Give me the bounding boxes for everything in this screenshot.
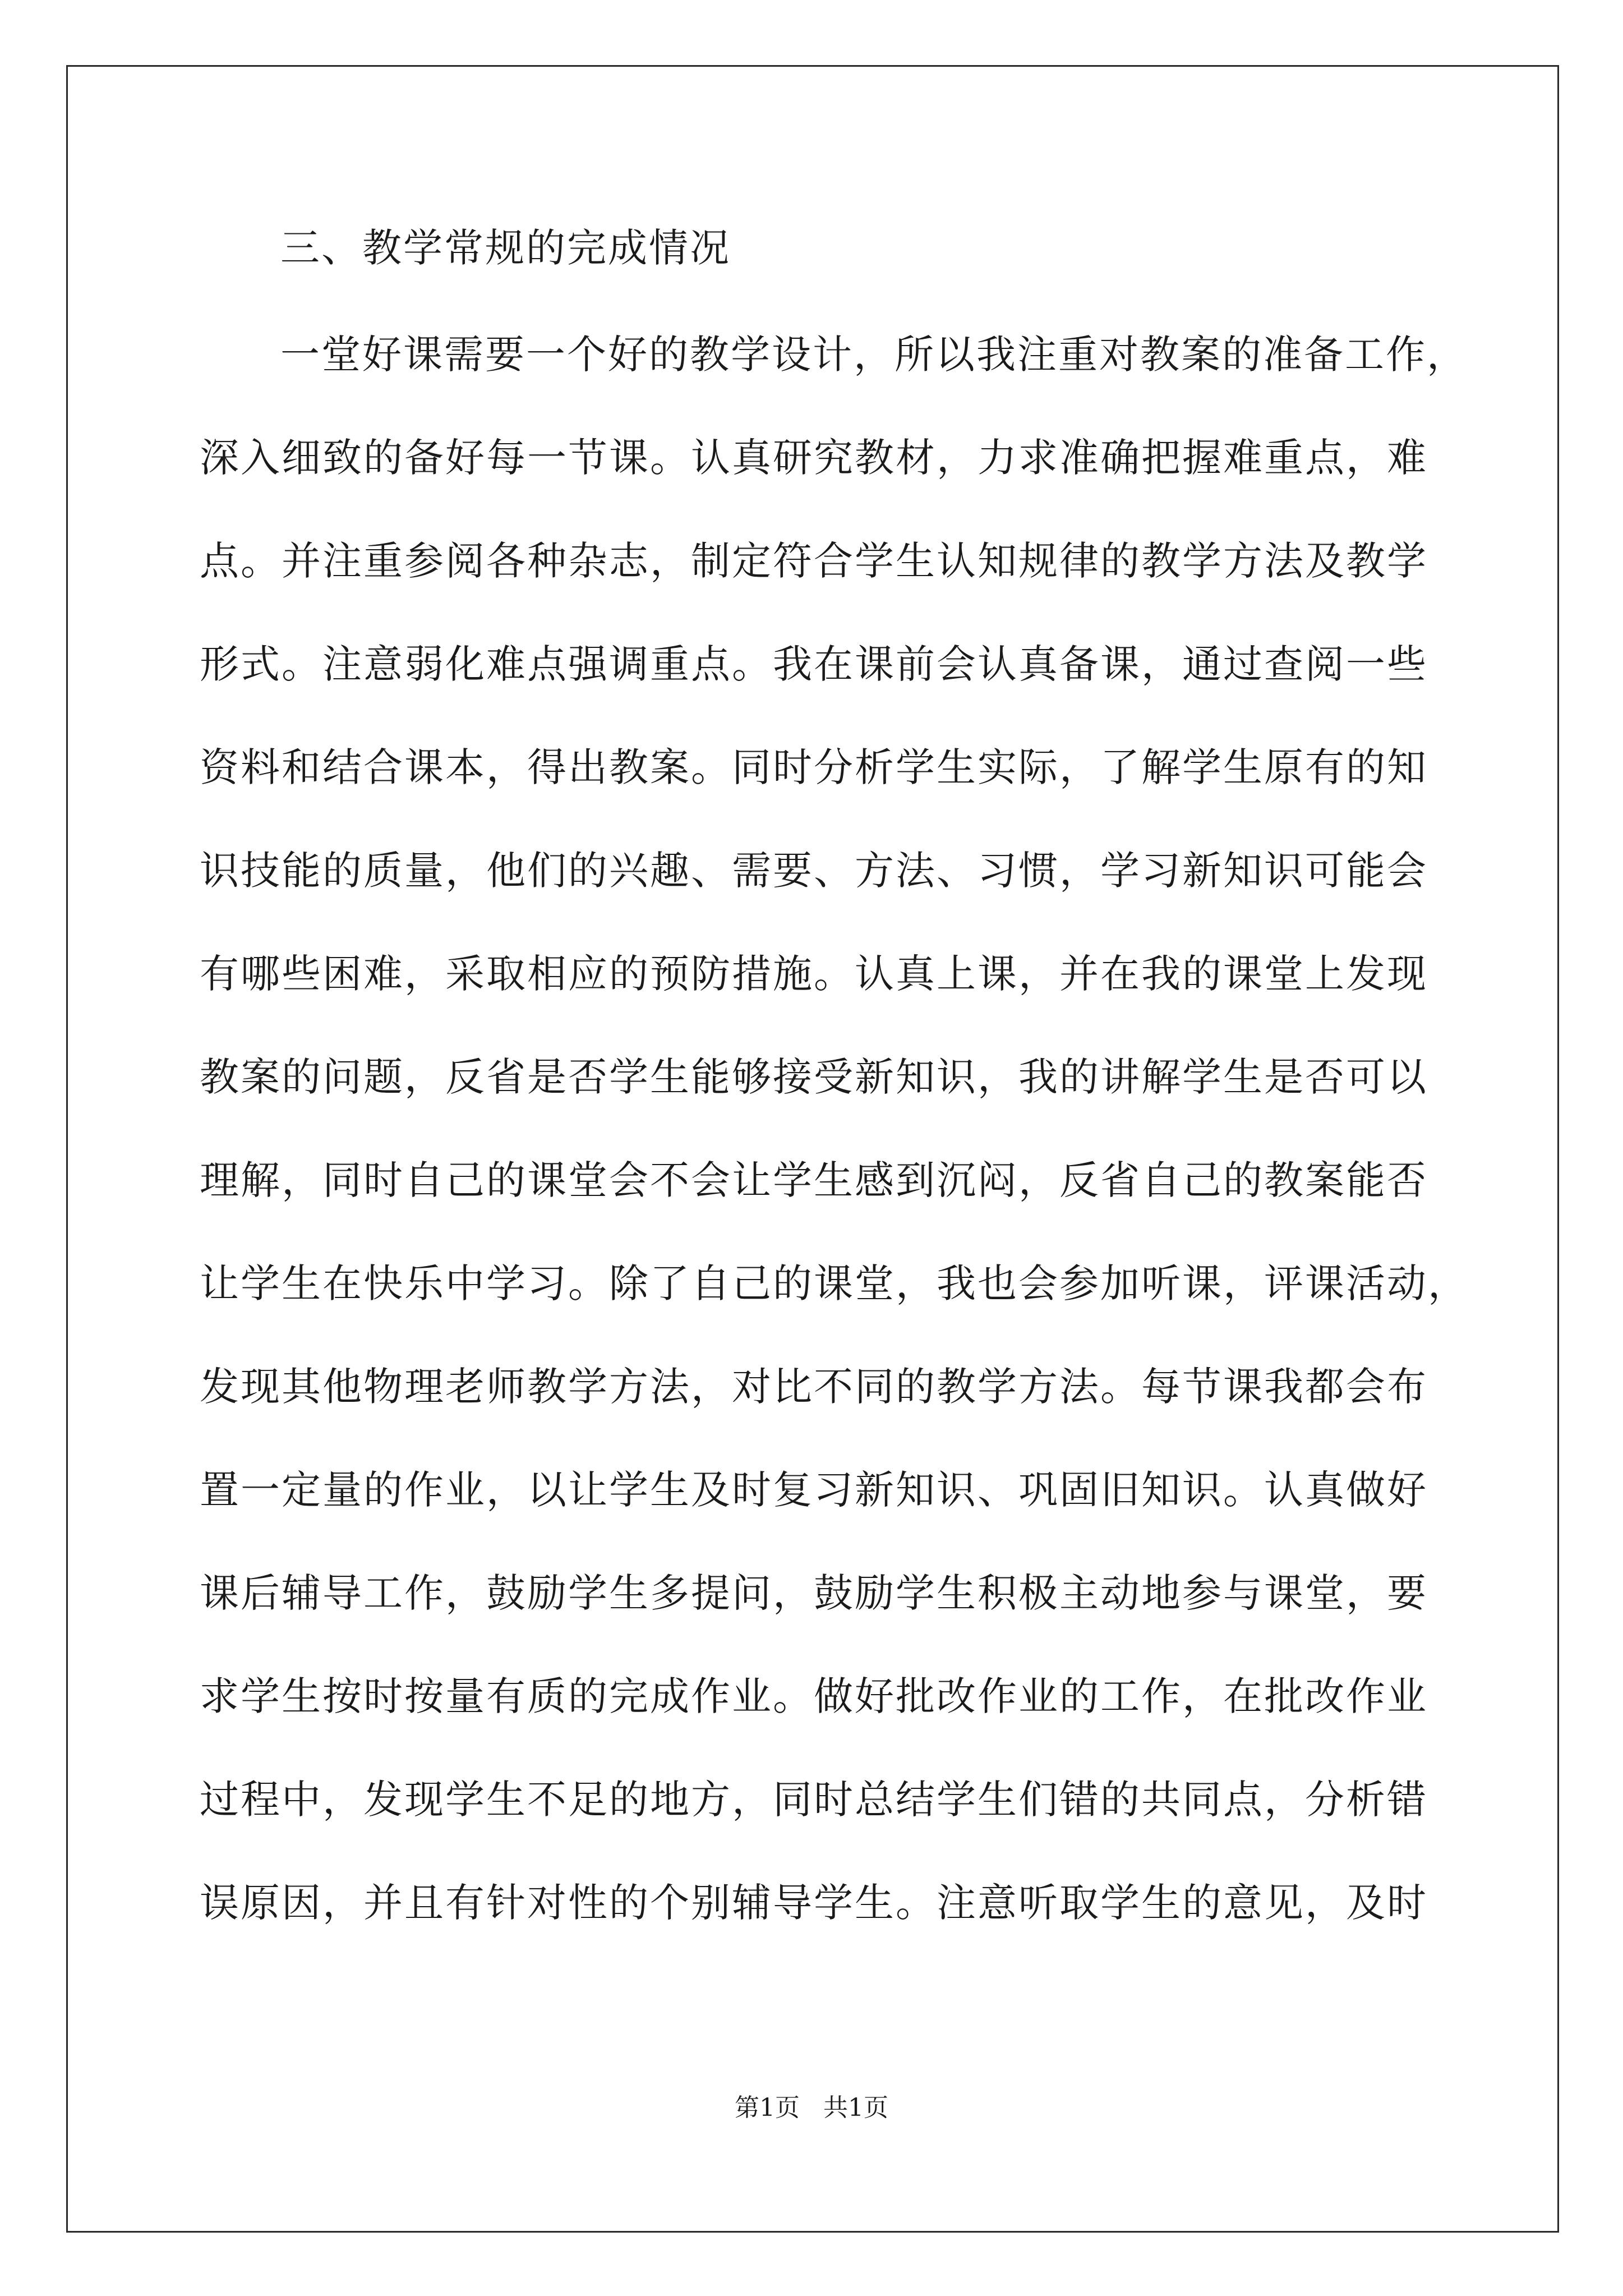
text-line: 课后辅导工作，鼓励学生多提问，鼓励学生积极主动地参与课堂，要 [200,1570,1428,1616]
text-line: 让学生在快乐中学习。除了自己的课堂，我也会参加听课，评课活动， [200,1260,1469,1306]
text-line: 求学生按时按量有质的完成作业。做好批改作业的工作，在批改作业 [200,1673,1428,1719]
text-line: 一堂好课需要一个好的教学设计，所以我注重对教案的准备工作， [280,332,1468,378]
text-line: 点。并注重参阅各种杂志，制定符合学生认知规律的教学方法及教学 [200,538,1428,584]
text-line: 有哪些困难，采取相应的预防措施。认真上课，并在我的课堂上发现 [200,951,1428,997]
section-heading: 三、教学常规的完成情况 [280,225,731,271]
text-line: 过程中，发现学生不足的地方，同时总结学生们错的共同点，分析错 [200,1777,1428,1823]
text-line: 深入细致的备好每一节课。认真研究教材，力求准确把握难重点，难 [200,435,1428,481]
text-line: 误原因，并且有针对性的个别辅导学生。注意听取学生的意见，及时 [200,1880,1428,1926]
text-line: 教案的问题，反省是否学生能够接受新知识，我的讲解学生是否可以 [200,1054,1428,1100]
page-number-footer: 第1页 共1页 [735,2093,888,2122]
body-text [200,326,1469,1978]
text-line: 形式。注意弱化难点强调重点。我在课前会认真备课，通过查阅一些 [200,641,1428,687]
text-line: 发现其他物理老师教学方法，对比不同的教学方法。每节课我都会布 [200,1364,1428,1410]
text-line: 识技能的质量，他们的兴趣、需要、方法、习惯，学习新知识可能会 [200,848,1428,894]
text-line: 理解，同时自己的课堂会不会让学生感到沉闷，反省自己的教案能否 [200,1157,1428,1203]
text-line: 置一定量的作业，以让学生及时复习新知识、巩固旧知识。认真做好 [200,1467,1428,1513]
text-line: 资料和结合课本，得出教案。同时分析学生实际，了解学生原有的知 [200,744,1428,790]
